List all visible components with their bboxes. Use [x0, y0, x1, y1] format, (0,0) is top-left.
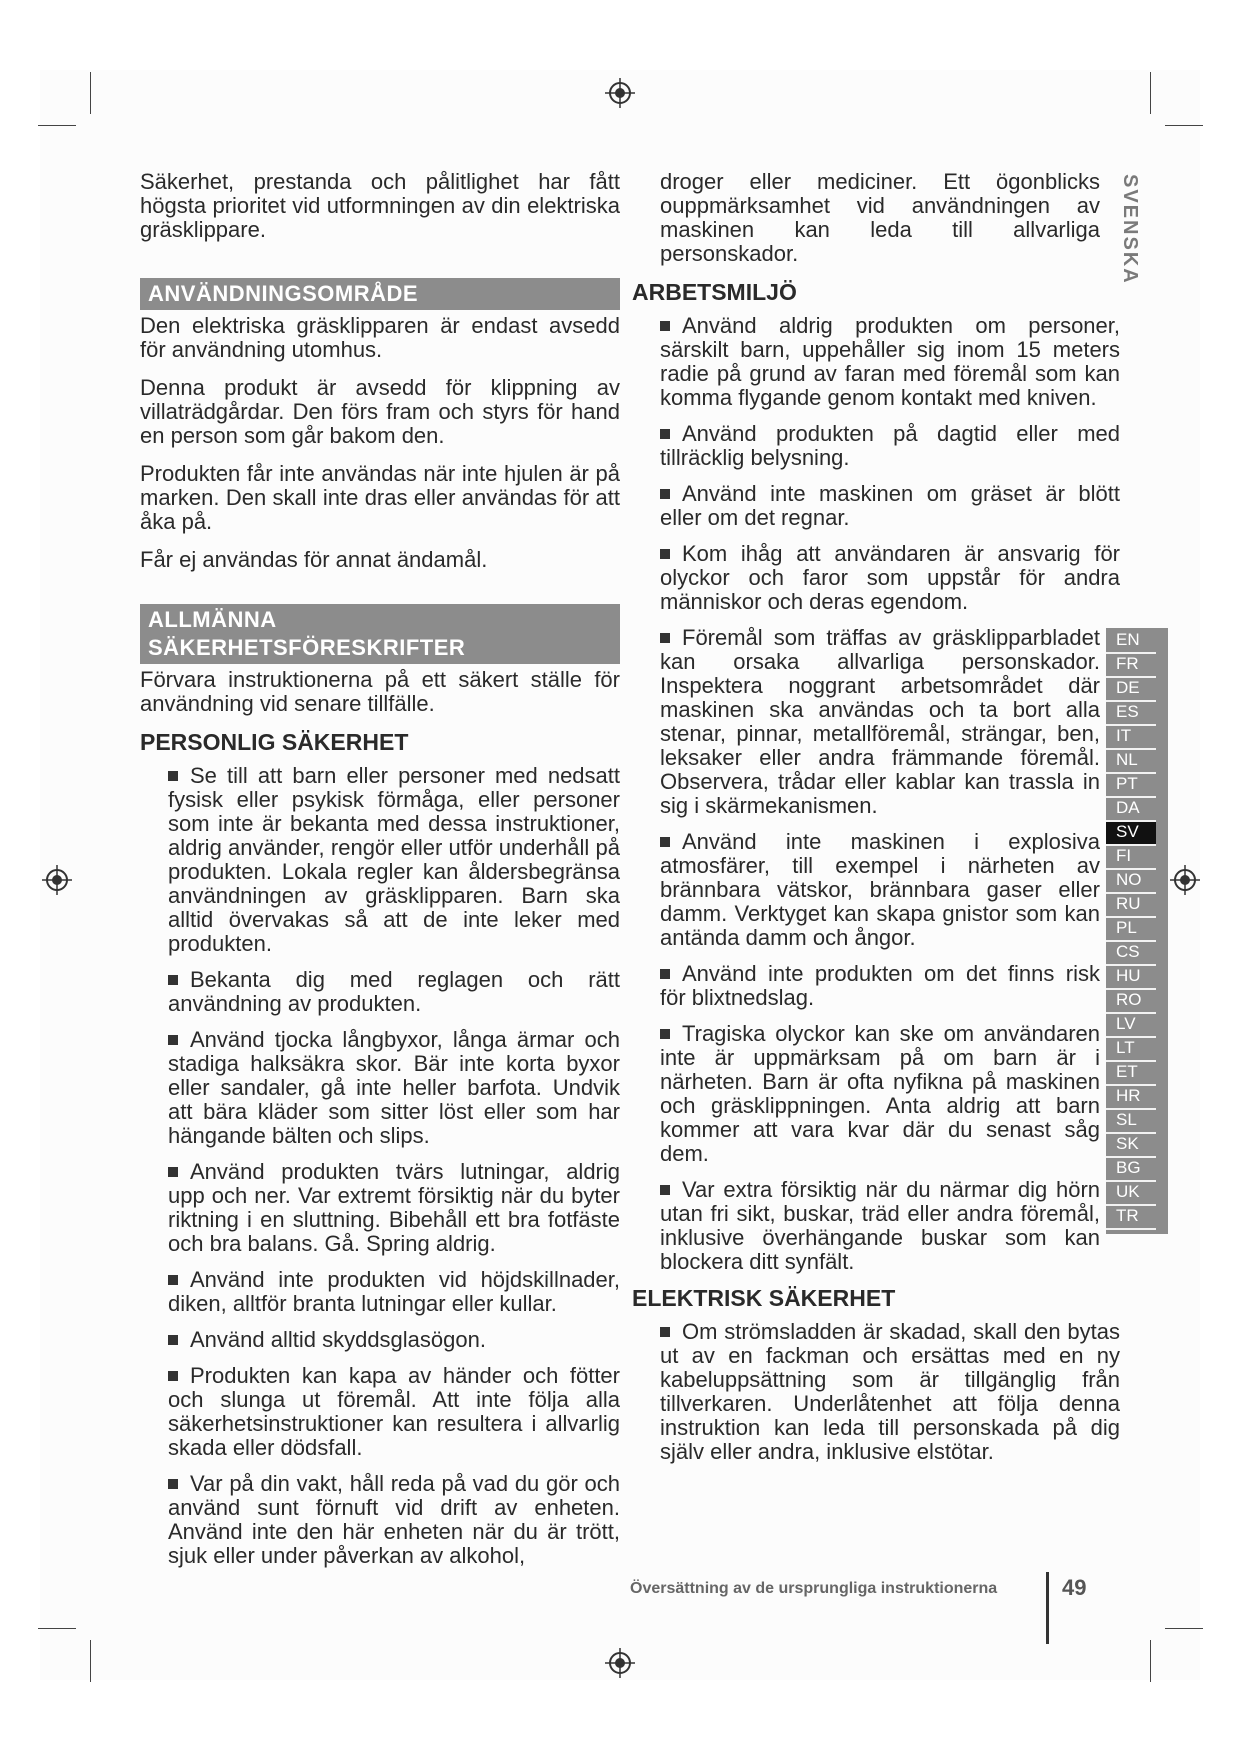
bullet-square-icon	[660, 549, 670, 559]
section-heading-general-safety	[140, 604, 620, 664]
general-safety-paragraph: Förvara instruktionerna på ett säkert ställe för användning vid senare tillfälle.	[140, 667, 620, 716]
language-tab-pt[interactable]: PT	[1106, 774, 1156, 798]
language-tab-et[interactable]: ET	[1106, 1062, 1156, 1086]
language-tab-ro[interactable]: RO	[1106, 990, 1156, 1014]
subheading-personal-safety: PERSONLIG SÄKERHET	[140, 729, 409, 755]
bullet-square-icon	[168, 1479, 178, 1489]
list-item: Använd tjocka långbyxor, långa ärmar och stadiga halksäkra skor. Bär inte korta byxor eller sandaler, gå inte heller barfota. Undvik att bära kläder som sitter löst eller som har hängande bälten och slips.	[168, 1027, 620, 1148]
language-tab-fi[interactable]: FI	[1106, 846, 1156, 870]
list-item: Produkten kan kapa av händer och fötter och slunga ut föremål. Att inte följa alla säkerhetsinstruktioner kan resultera i allvarlig skada eller dödsfall.	[168, 1363, 620, 1460]
list-item: Använd produkten på dagtid eller med tillräcklig belysning.	[660, 421, 1120, 470]
language-tab-de[interactable]: DE	[1106, 678, 1156, 702]
list-item: Föremål som träffas av gräsklipparbladet kan orsaka allvarliga personskador. Inspektera noggrant arbetsområdet där maskinen ska användas och ta bort alla stenar, pinnar, metallföremål, strängar, ben, leksaker eller andra främmande föremål. Observera, trådar eller kablar kan trassla in sig i skärmekanismen.	[660, 625, 1100, 818]
registration-mark-icon	[605, 78, 635, 108]
work-environment-list	[660, 314, 1120, 1274]
list-item: Använd inte produkten om det finns risk för blixtnedslag.	[660, 961, 1100, 1010]
intro-paragraph: Säkerhet, prestanda och pålitlighet har fått högsta prioritet vid utformningen av din elektriska gräsklippare.	[140, 169, 620, 242]
language-tab-sv[interactable]: SV	[1106, 822, 1156, 846]
bullet-square-icon	[168, 1167, 178, 1177]
registration-mark-icon	[42, 865, 72, 895]
language-tab-da[interactable]: DA	[1106, 798, 1156, 822]
language-tab-es[interactable]: ES	[1106, 702, 1156, 726]
language-tab-sk[interactable]: SK	[1106, 1134, 1156, 1158]
bullet-square-icon	[660, 969, 670, 979]
crop-mark	[1165, 1628, 1203, 1629]
language-tab-lv[interactable]: LV	[1106, 1014, 1156, 1038]
language-tabs	[1106, 628, 1168, 1234]
usage-paragraph: Får ej användas för annat ändamål.	[140, 547, 488, 572]
list-item: Använd inte maskinen om gräset är blött eller om det regnar.	[660, 481, 1120, 530]
language-tab-lt[interactable]: LT	[1106, 1038, 1156, 1062]
list-item: Använd inte produkten vid höjdskillnader, diken, alltför branta lutningar eller kullar.	[168, 1267, 620, 1316]
list-item: Om strömsladden är skadad, skall den bytas ut av en fackman och ersättas med en ny kabeluppsättning som är tillgänglig från tillverkaren. Underlåtenhet att följa denna instruktion kan leda till personskada på dig själv eller andra, inklusive elstötar.	[660, 1319, 1120, 1464]
bullet-square-icon	[168, 771, 178, 781]
language-tab-cs[interactable]: CS	[1106, 942, 1156, 966]
footer-caption: Översättning av de ursprungliga instruktionerna	[630, 1580, 998, 1597]
language-side-label: SVENSKA	[1119, 174, 1141, 285]
list-item: Bekanta dig med reglagen och rätt användning av produkten.	[168, 967, 620, 1016]
page-number: 49	[1062, 1575, 1087, 1600]
bullet-square-icon	[660, 489, 670, 499]
bullet-square-icon	[660, 1327, 670, 1337]
personal-safety-list	[140, 764, 620, 1568]
list-item: Använd inte maskinen i explosiva atmosfärer, till exempel i närheten av brännbara vätskor, brännbara gaser eller damm. Verktyget kan skapa gnistor som kan antända damm och ångor.	[660, 829, 1100, 950]
list-item: Använd aldrig produkten om personer, särskilt barn, uppehåller sig inom 15 meters radie på grund av faran med föremål som kan komma flygande genom kontakt med kniven.	[660, 313, 1120, 410]
bullet-square-icon	[168, 1371, 178, 1381]
language-tab-tr[interactable]: TR	[1106, 1206, 1156, 1230]
crop-mark	[1150, 1640, 1151, 1682]
crop-mark	[1150, 72, 1151, 114]
list-item: Se till att barn eller personer med nedsatt fysisk eller psykisk förmåga, eller personer som inte är bekanta med dessa instruktioner, aldrig använder, rengör eller utför underhåll på produkten. Lokala regler kan åldersbegränsa användningen av gräsklipparen. Barn ska alltid övervakas så att de inte leker med produkten.	[168, 763, 620, 956]
registration-mark-icon	[1170, 865, 1200, 895]
bullet-square-icon	[660, 1029, 670, 1039]
usage-paragraph: Denna produkt är avsedd för klippning av villaträdgårdar. Den förs fram och styrs för hand en person som går bakom den.	[140, 375, 620, 448]
bullet-square-icon	[168, 975, 178, 985]
language-tab-uk[interactable]: UK	[1106, 1182, 1156, 1206]
bullet-square-icon	[168, 1035, 178, 1045]
usage-paragraph: Produkten får inte användas när inte hjulen är på marken. Den skall inte dras eller användas för att åka på.	[140, 461, 620, 534]
electrical-safety-list	[660, 1320, 1120, 1464]
subheading-work-environment: ARBETSMILJÖ	[632, 279, 797, 305]
list-item: Tragiska olyckor kan ske om användaren inte är uppmärksam på om barn är i närheten. Barn är ofta nyfikna på maskinen och gräsklippningen. Anta aldrig att barn kommer att vara kvar där du senast såg dem.	[660, 1021, 1100, 1166]
bullet-square-icon	[168, 1335, 178, 1345]
right-column	[632, 169, 1120, 1476]
bullet-square-icon	[660, 1185, 670, 1195]
section-heading-usage: ANVÄNDNINGSOMRÅDE	[140, 278, 620, 310]
language-tab-hr[interactable]: HR	[1106, 1086, 1156, 1110]
usage-paragraph: Den elektriska gräsklipparen är endast avsedd för användning utomhus.	[140, 313, 620, 362]
footer-divider	[1046, 1572, 1049, 1644]
language-tab-no[interactable]: NO	[1106, 870, 1156, 894]
language-tab-ru[interactable]: RU	[1106, 894, 1156, 918]
continuation-paragraph: droger eller mediciner. Ett ögonblicks ouppmärksamhet vid användningen av maskinen kan leda till allvarliga personskador.	[660, 169, 1100, 266]
language-tab-bg[interactable]: BG	[1106, 1158, 1156, 1182]
crop-mark	[38, 1628, 76, 1629]
registration-mark-icon	[605, 1648, 635, 1678]
language-tab-sl[interactable]: SL	[1106, 1110, 1156, 1134]
list-item: Var på din vakt, håll reda på vad du gör och använd sunt förnuft vid drift av enheten. Använd inte den här enheten när du är trött, sjuk eller under påverkan av alkohol,	[168, 1471, 620, 1568]
language-tab-en[interactable]: EN	[1106, 630, 1156, 654]
crop-mark	[90, 72, 91, 114]
bullet-square-icon	[168, 1275, 178, 1285]
bullet-square-icon	[660, 429, 670, 439]
language-tab-fr[interactable]: FR	[1106, 654, 1156, 678]
crop-mark	[38, 125, 76, 126]
list-item: Använd alltid skyddsglasögon.	[168, 1328, 620, 1352]
language-tab-nl[interactable]: NL	[1106, 750, 1156, 774]
list-item: Var extra försiktig när du närmar dig hörn utan fri sikt, buskar, träd eller andra föremål, inklusive överhängande buskar som kan blockera ditt synfält.	[660, 1177, 1100, 1274]
language-tab-hu[interactable]: HU	[1106, 966, 1156, 990]
bullet-square-icon	[660, 321, 670, 331]
left-column	[140, 170, 620, 1580]
heading-line: SÄKERHETSFÖRESKRIFTER	[148, 635, 466, 660]
language-tab-pl[interactable]: PL	[1106, 918, 1156, 942]
heading-line: ALLMÄNNA	[148, 607, 277, 632]
bullet-square-icon	[660, 633, 670, 643]
list-item: Använd produkten tvärs lutningar, aldrig upp och ner. Var extremt försiktig när du byter riktning i en sluttning. Bibehåll ett bra fotfäste och bra balans. Gå. Spring aldrig.	[168, 1159, 620, 1256]
list-item: Kom ihåg att användaren är ansvarig för olyckor och faror som uppstår för andra människor och deras egendom.	[660, 541, 1120, 614]
bullet-square-icon	[660, 837, 670, 847]
subheading-electrical-safety: ELEKTRISK SÄKERHET	[632, 1285, 896, 1311]
crop-mark	[1165, 125, 1203, 126]
language-tab-it[interactable]: IT	[1106, 726, 1156, 750]
crop-mark	[90, 1640, 91, 1682]
